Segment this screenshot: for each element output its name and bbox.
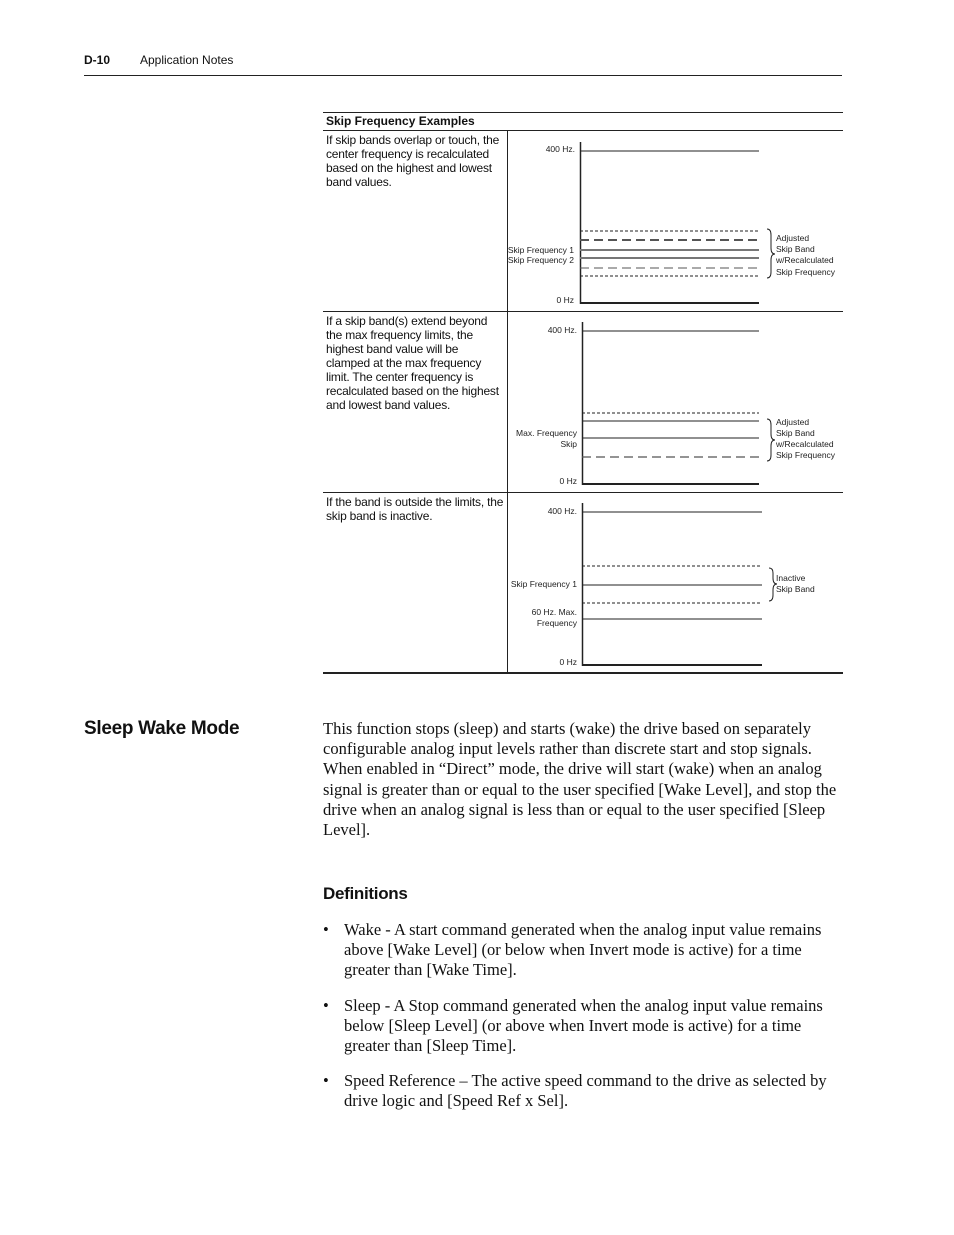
label-frequency: Frequency	[536, 618, 577, 628]
section-heading: Sleep Wake Mode	[84, 718, 240, 739]
note-line-4: Skip Frequency	[776, 267, 836, 277]
note-line-2: Skip Band	[776, 584, 815, 594]
definition-speed-reference: Speed Reference – The active speed command to the drive as selected by drive logic and [Speed Ref x Sel].	[344, 1071, 827, 1111]
inactive-skip-band-diagram	[508, 493, 843, 673]
bullet-icon: •	[323, 995, 329, 1015]
label-400hz: 400 Hz.	[547, 325, 577, 335]
note-line-1: Adjusted	[776, 417, 810, 427]
note-line-2: Skip Band	[776, 428, 815, 438]
label-0hz: 0 Hz	[556, 295, 574, 305]
label-skip-frequency-2: Skip Frequency 2	[508, 255, 574, 265]
section-paragraph: This function stops (sleep) and starts (wake) the drive based on separately configurable analog input levels rather than discrete start and stop signals. When enabled in “Direct” mode, the drive will start (wake) when an analog signal is greater than or equal to the user specified [Wake Level], and stop the drive when an analog signal is less than or equal to the user specified [Sleep Level].	[323, 719, 837, 840]
note-line-1: Inactive	[776, 573, 806, 583]
note-line-1: Adjusted	[776, 233, 810, 243]
row-3-diagram	[508, 493, 843, 673]
list-item	[323, 1071, 848, 1111]
row-1-description: If skip bands overlap or touch, the center frequency is recalculated based on the highest and lowest band values.	[326, 133, 500, 189]
row-1-diagram	[508, 131, 843, 311]
brace-icon	[767, 229, 775, 278]
label-skip-frequency-1: Skip Frequency 1	[508, 245, 574, 255]
label-400hz: 400 Hz.	[547, 506, 577, 516]
definition-wake: Wake - A start command generated when the analog input value remains above [Wake Level] (or below when Invert mode is active) for a time greater than [Wake Time].	[344, 920, 822, 980]
label-60hz-max: 60 Hz. Max.	[531, 607, 577, 617]
label-0hz: 0 Hz	[559, 476, 577, 486]
definitions-list	[323, 920, 848, 1127]
brace-icon	[767, 419, 775, 461]
definition-sleep: Sleep - A Stop command generated when the analog input value remains below [Sleep Level] (or above when Invert mode is active) for a time greater than [Sleep Time].	[344, 995, 823, 1056]
page-header	[84, 53, 842, 76]
row-2-description: If a skip band(s) extend beyond the max frequency limits, the highest band value will be clamped at the max frequency limit. The center frequency is recalculated based on the highest and lowest band values.	[326, 314, 499, 412]
note-line-3: w/Recalculated	[776, 439, 834, 449]
clamped-skip-band-diagram	[508, 312, 843, 492]
list-item	[323, 996, 848, 1057]
label-0hz: 0 Hz	[559, 657, 577, 667]
definitions-heading: Definitions	[323, 884, 408, 903]
label-skip: Skip	[560, 439, 577, 449]
table-title: Skip Frequency Examples	[326, 114, 475, 128]
overlap-skip-band-diagram	[508, 131, 843, 311]
skip-frequency-table	[323, 112, 843, 674]
label-400hz: 400 Hz.	[545, 144, 575, 154]
table-bottom-rule	[323, 672, 843, 674]
page-number: D-10	[84, 53, 111, 67]
note-line-3: w/Recalculated	[776, 255, 834, 265]
table-top-rule	[323, 112, 843, 113]
note-line-4: Skip Frequency	[776, 450, 836, 460]
bullet-icon: •	[323, 920, 329, 939]
running-header-title: Application Notes	[140, 53, 234, 67]
bullet-icon: •	[323, 1071, 329, 1091]
row-3-description: If the band is outside the limits, the skip band is inactive.	[326, 495, 504, 523]
label-max-frequency: Max. Frequency	[516, 428, 577, 438]
label-skip-frequency-1: Skip Frequency 1	[510, 579, 577, 589]
row-2-diagram	[508, 312, 843, 492]
list-item	[323, 920, 848, 981]
note-line-2: Skip Band	[776, 244, 815, 254]
